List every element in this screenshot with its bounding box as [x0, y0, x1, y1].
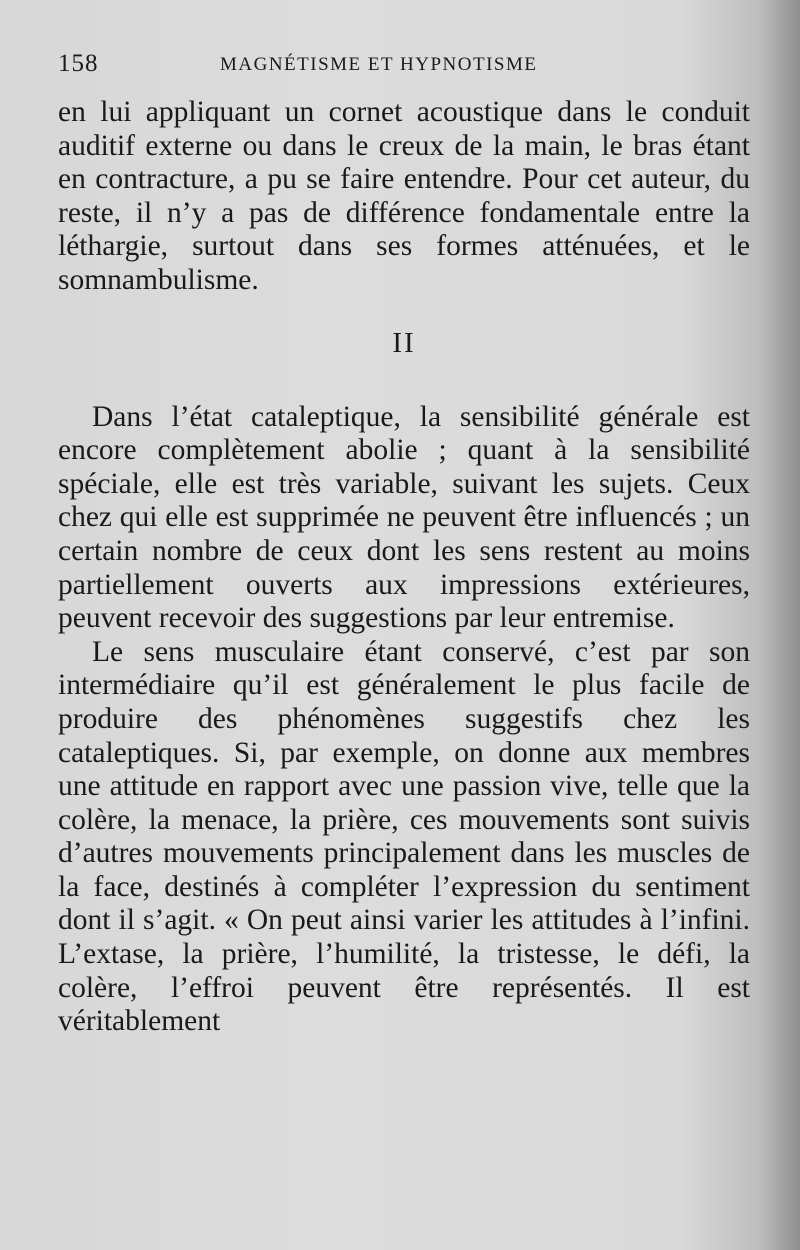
running-title: MAGNÉTISME ET HYPNOTISME [220, 54, 538, 75]
section-heading: II [392, 326, 416, 359]
body-text [58, 96, 750, 1039]
paragraph-muscular-sense: Le sens musculaire étant conservé, c’est par son intermédiaire qu’il est généralement le plus facile de produire des phénomènes suggestifs chez les cataleptiques. Si, par exemple, on donne aux membres une attitude en rapport avec une passion vive, telle que la colère, la menace, la prière, ces mouvements sont suivis d’autres mouvements principalement dans les muscles de la face, destinés à compléter l’expression du sentiment dont il s’agit. « On peut ainsi varier les attitudes à l’infini. L’extase, la prière, l’humilité, la tristesse, le défi, la colère, l’effroi peuvent être représentés. Il est véritablement [58, 635, 750, 1038]
page-header [58, 50, 750, 80]
paragraph-continued: en lui appliquant un cornet acoustique dans le conduit auditif externe ou dans le creux de la main, le bras étant en contracture, a pu se faire entendre. Pour cet auteur, du reste, il n’y a pas de différence fondamentale entre la léthargie, surtout dans ses formes atténuées, et le somnambulisme. [58, 96, 750, 296]
section-spacer [58, 365, 750, 401]
page-number: 158 [58, 50, 99, 77]
paragraph-catalepsy: Dans l’état cataleptique, la sensibilité générale est encore complètement abolie ; quant à la sensibilité spéciale, elle est très variable, suivant les sujets. Ceux chez qui elle est supprimée ne peuvent être influencés ; un certain nombre de ceux dont les sens restent au moins partiellement ouverts aux impressions extérieures, peuvent recevoir des suggestions par leur entremise. [58, 400, 750, 635]
